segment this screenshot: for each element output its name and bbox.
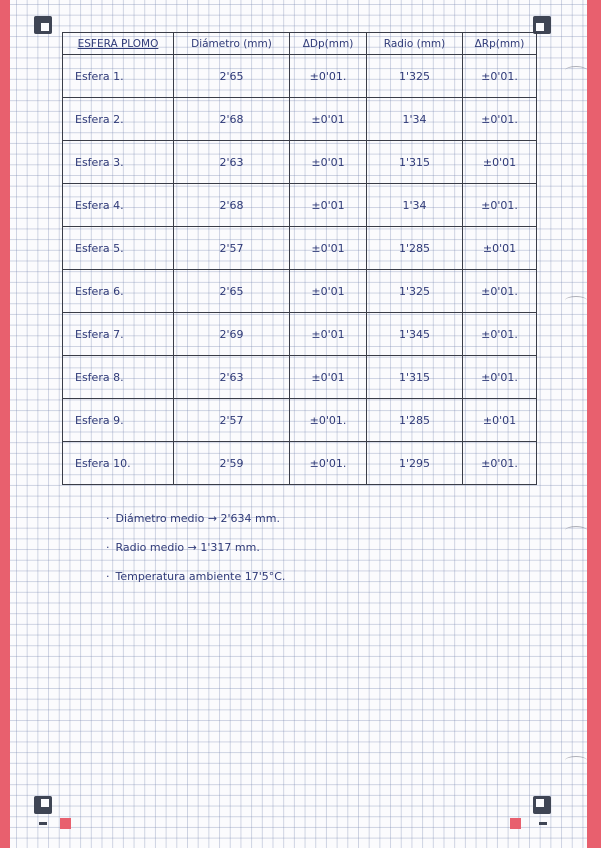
binder-hole-icon [565, 66, 587, 75]
cell-delta-dp: ±0'01 [290, 270, 367, 313]
cell-delta-rp: ±0'01. [463, 442, 537, 485]
cell-delta-dp: ±0'01 [290, 184, 367, 227]
note-temperatura [106, 566, 285, 595]
table-row [63, 55, 537, 98]
notes-list [106, 508, 285, 595]
table-header-row [63, 33, 537, 55]
corner-mark-icon [34, 16, 52, 34]
header-delta-rp: ΔRp(mm) [463, 33, 537, 55]
cell-delta-dp: ±0'01. [290, 399, 367, 442]
cell-esfera: Esfera 9. [63, 399, 174, 442]
table-row [63, 184, 537, 227]
header-radio: Radio (mm) [367, 33, 463, 55]
margin-dash-icon [539, 822, 547, 825]
cell-delta-rp: ±0'01. [463, 356, 537, 399]
bullet: · [106, 541, 110, 554]
cell-radio: 1'315 [367, 356, 463, 399]
binder-hole-icon [565, 296, 587, 305]
corner-mark-icon [34, 796, 52, 814]
cell-esfera: Esfera 10. [63, 442, 174, 485]
header-esfera: ESFERA PLOMO [63, 33, 174, 55]
corner-mark-icon [533, 796, 551, 814]
cell-delta-dp: ±0'01 [290, 227, 367, 270]
cell-esfera: Esfera 5. [63, 227, 174, 270]
cell-delta-rp: ±0'01. [463, 98, 537, 141]
cell-diametro: 2'68 [174, 184, 290, 227]
cell-delta-rp: ±0'01 [463, 399, 537, 442]
binder-hole-icon [565, 526, 587, 535]
margin-dash-icon [39, 822, 47, 825]
header-delta-dp: ΔDp(mm) [290, 33, 367, 55]
bullet: · [106, 512, 110, 525]
note-text: Temperatura ambiente 17'5°C. [115, 570, 286, 583]
cell-esfera: Esfera 4. [63, 184, 174, 227]
note-diametro [106, 508, 285, 537]
red-square-icon [60, 818, 71, 829]
cell-delta-dp: ±0'01. [290, 55, 367, 98]
cell-diametro: 2'69 [174, 313, 290, 356]
cell-radio: 1'285 [367, 227, 463, 270]
note-text: Radio medio → 1'317 mm. [115, 541, 260, 554]
cell-diametro: 2'63 [174, 141, 290, 184]
table-row [63, 442, 537, 485]
cell-esfera: Esfera 7. [63, 313, 174, 356]
cell-radio: 1'34 [367, 98, 463, 141]
cell-esfera: Esfera 6. [63, 270, 174, 313]
cell-diametro: 2'68 [174, 98, 290, 141]
cell-diametro: 2'59 [174, 442, 290, 485]
cell-radio: 1'315 [367, 141, 463, 184]
table-row [63, 227, 537, 270]
bullet: · [106, 570, 110, 583]
cell-delta-rp: ±0'01. [463, 184, 537, 227]
table-row [63, 399, 537, 442]
cell-delta-rp: ±0'01. [463, 313, 537, 356]
table-row [63, 270, 537, 313]
cell-diametro: 2'57 [174, 399, 290, 442]
table-row [63, 98, 537, 141]
cell-diametro: 2'65 [174, 55, 290, 98]
table-row [63, 356, 537, 399]
cell-radio: 1'325 [367, 270, 463, 313]
cell-radio: 1'325 [367, 55, 463, 98]
cell-delta-rp: ±0'01 [463, 227, 537, 270]
cell-delta-rp: ±0'01. [463, 55, 537, 98]
cell-delta-rp: ±0'01. [463, 270, 537, 313]
cell-esfera: Esfera 3. [63, 141, 174, 184]
cell-diametro: 2'63 [174, 356, 290, 399]
cell-delta-dp: ±0'01 [290, 356, 367, 399]
cell-esfera: Esfera 8. [63, 356, 174, 399]
binder-hole-icon [565, 756, 587, 765]
cell-delta-dp: ±0'01 [290, 141, 367, 184]
cell-delta-dp: ±0'01 [290, 98, 367, 141]
cell-radio: 1'34 [367, 184, 463, 227]
note-radio [106, 537, 285, 566]
cell-radio: 1'285 [367, 399, 463, 442]
cell-diametro: 2'65 [174, 270, 290, 313]
cell-delta-rp: ±0'01 [463, 141, 537, 184]
table-row [63, 313, 537, 356]
cell-delta-dp: ±0'01 [290, 313, 367, 356]
cell-diametro: 2'57 [174, 227, 290, 270]
cell-esfera: Esfera 1. [63, 55, 174, 98]
cell-delta-dp: ±0'01. [290, 442, 367, 485]
measurements-table [62, 32, 537, 485]
header-diametro: Diámetro (mm) [174, 33, 290, 55]
note-text: Diámetro medio → 2'634 mm. [115, 512, 280, 525]
table-row [63, 141, 537, 184]
cell-radio: 1'295 [367, 442, 463, 485]
cell-radio: 1'345 [367, 313, 463, 356]
cell-esfera: Esfera 2. [63, 98, 174, 141]
red-square-icon [510, 818, 521, 829]
